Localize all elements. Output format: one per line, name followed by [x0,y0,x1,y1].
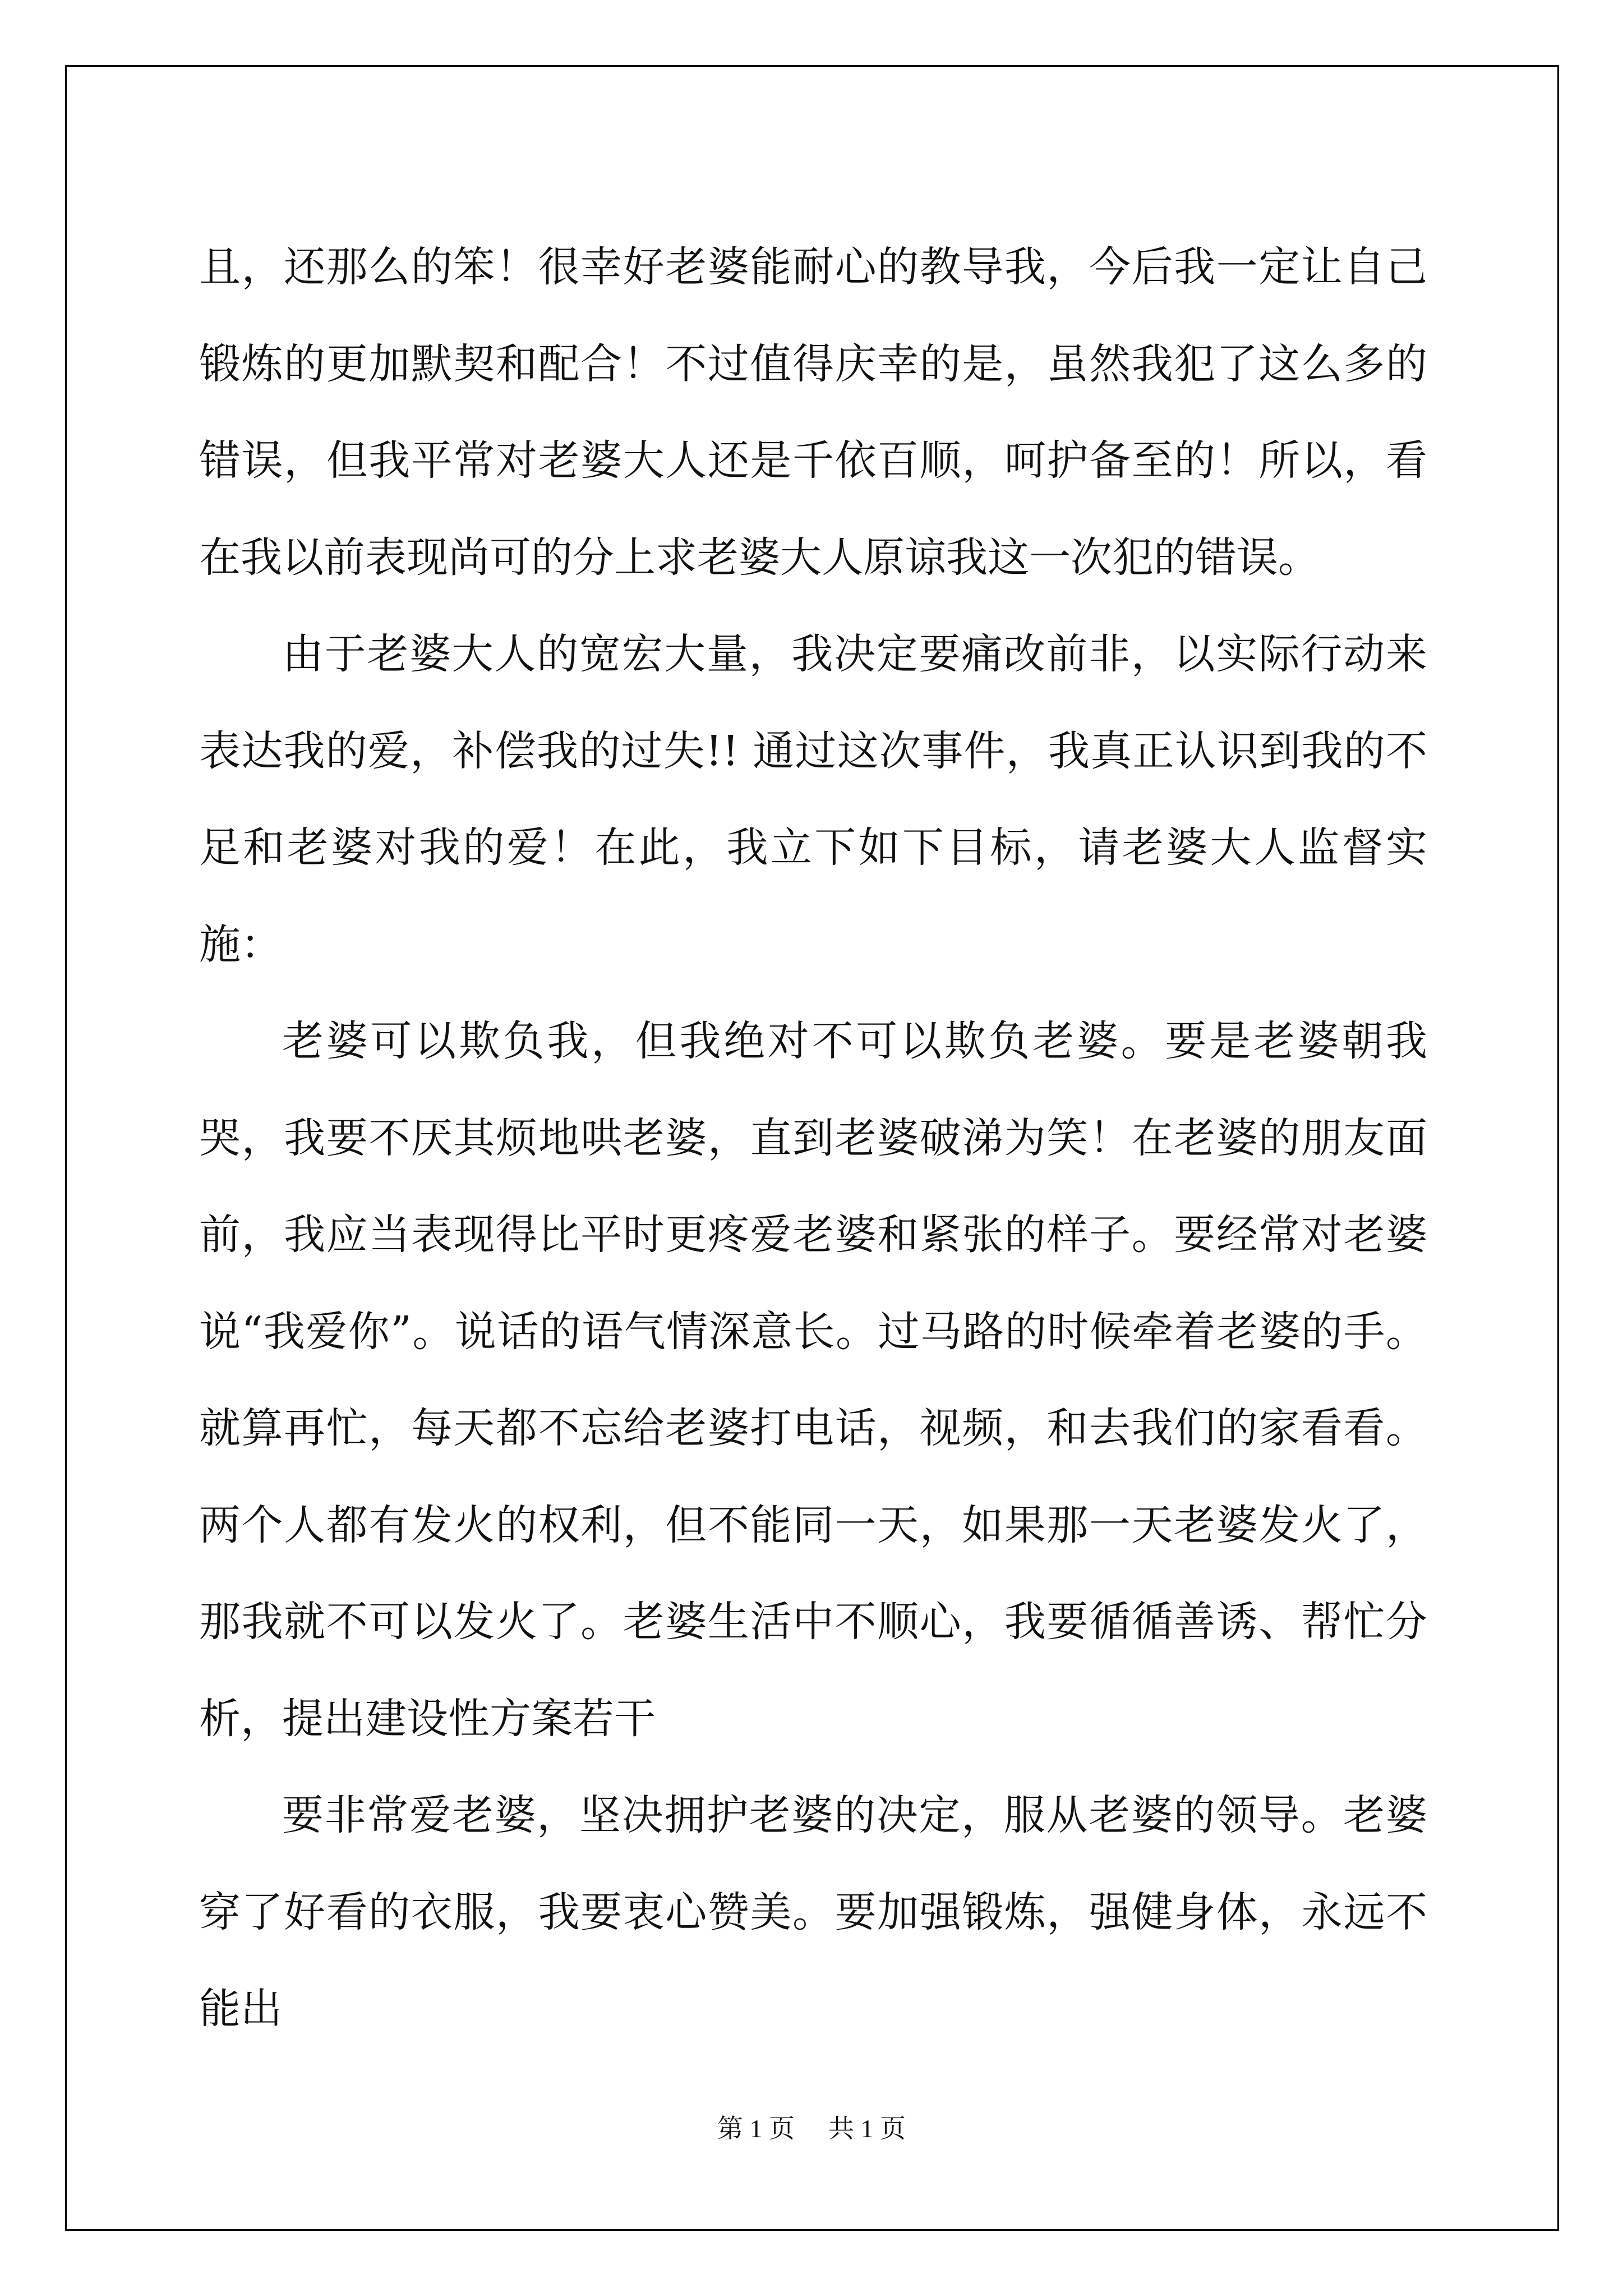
paragraph-4: 要非常爱老婆，坚决拥护老婆的决定，服从老婆的领导。老婆穿了好看的衣服，我要衷心赞美。要加强锻炼，强健身体，永远不能出 [199,1791,1427,2033]
page-total: 共 1 页 [828,2114,906,2143]
paragraph-3: 老婆可以欺负我，但我绝对不可以欺负老婆。要是老婆朝我哭，我要不厌其烦地哄老婆，直到老婆破涕为笑！在老婆的朋友面前，我应当表现得比平时更疼爱老婆和紧张的样子。要经常对老婆说“我爱你”。说话的语气情深意长。过马路的时候牵着老婆的手。就算再忙，每天都不忘给老婆打电话，视频，和去我们的家看看。两个人都有发火的权利，但不能同一天，如果那一天老婆发火了，那我就不可以发火了。老婆生活中不顺心，我要循循善诱、帮忙分析，提出建设性方案若干 [199,1017,1427,1743]
document-body [199,219,1427,2058]
page-number: 第 1 页 [717,2114,795,2143]
page-footer [0,2108,1623,2145]
paragraph-1: 且，还那么的笨！很幸好老婆能耐心的教导我，今后我一定让自己锻炼的更加默契和配合！不过值得庆幸的是，虽然我犯了这么多的错误，但我平常对老婆大人还是千依百顺，呵护备至的！所以，看在我以前表现尚可的分上求老婆大人原谅我这一次犯的错误。 [199,243,1427,582]
paragraph-2: 由于老婆大人的宽宏大量，我决定要痛改前非，以实际行动来表达我的爱，补偿我的过失!! 通过这次事件，我真正认识到我的不足和老婆对我的爱！在此，我立下如下目标，请老婆大人监督实施： [199,630,1427,969]
